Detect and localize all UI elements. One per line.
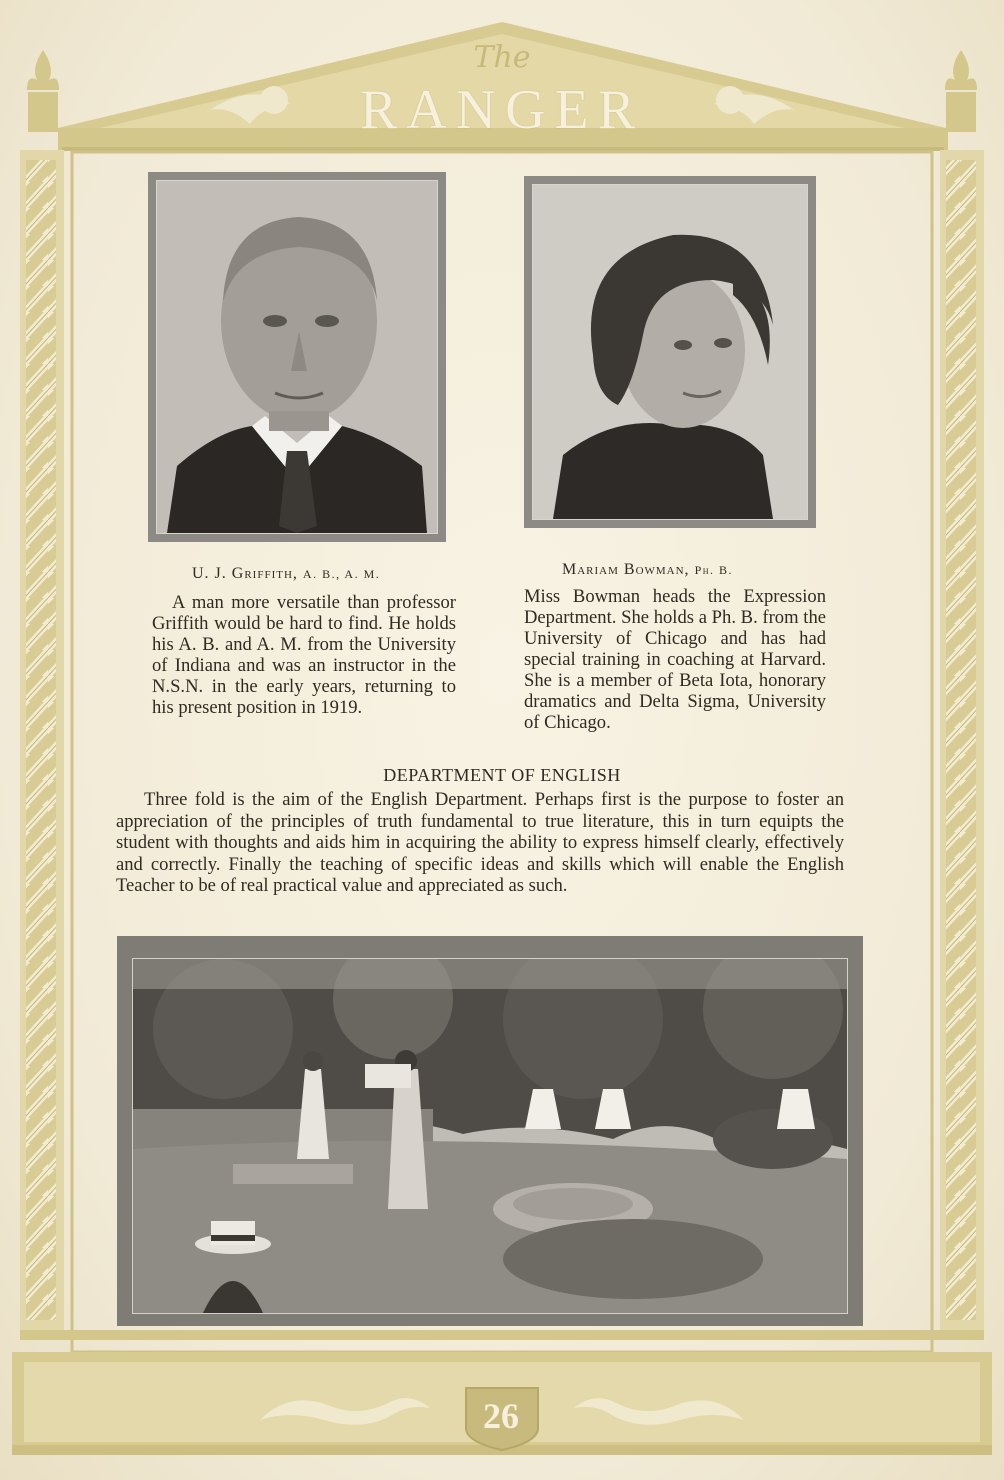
- griffith-bio: A man more versatile than professor Griffith would be hard to find. He holds his A. B. and A. M. from the University of Indiana and was an instructor in the N.S.N. in the early years, returning to his present position in 1919.: [152, 592, 456, 718]
- page-header-title: RANGER: [359, 79, 645, 141]
- department-heading: DEPARTMENT OF ENGLISH: [383, 765, 621, 785]
- bowman-bio: Miss Bowman heads the Expression Department. She holds a Ph. B. from the University of Chicago and has had special training in coaching at Harvard. She is a member of Beta Iota, honorary dramatics and Delta Sigma, University of Chicago.: [524, 586, 826, 733]
- griffith-name: [192, 565, 380, 583]
- bowman-portrait: [524, 176, 816, 528]
- pageant-photo: [117, 936, 863, 1326]
- pageant-scene: [133, 959, 847, 1313]
- department-description: Three fold is the aim of the English Department. Perhaps first is the purpose to foster an appreciation of the principles of truth fundamental to true literature, this in turn equipts the student with thoughts and aids him in acquiring the ability to express himself clearly, effectively and correctly. Finally the teaching of specific ideas and skills which will enable the English Teacher to be of real practical value and appreciated as such.: [116, 789, 844, 896]
- bowman-name-text: Mariam Bowman,: [562, 561, 690, 578]
- bowman-name: [562, 561, 733, 579]
- griffith-degrees: A. B., A. M.: [302, 567, 381, 581]
- griffith-portrait: [148, 172, 446, 542]
- header-the: The: [473, 40, 531, 75]
- griffith-photo: [157, 181, 437, 533]
- page-number: 26: [483, 1396, 519, 1436]
- griffith-name-text: U. J. Griffith,: [192, 565, 298, 582]
- bowman-photo: [533, 185, 807, 519]
- bowman-degrees: Ph. B.: [694, 563, 734, 577]
